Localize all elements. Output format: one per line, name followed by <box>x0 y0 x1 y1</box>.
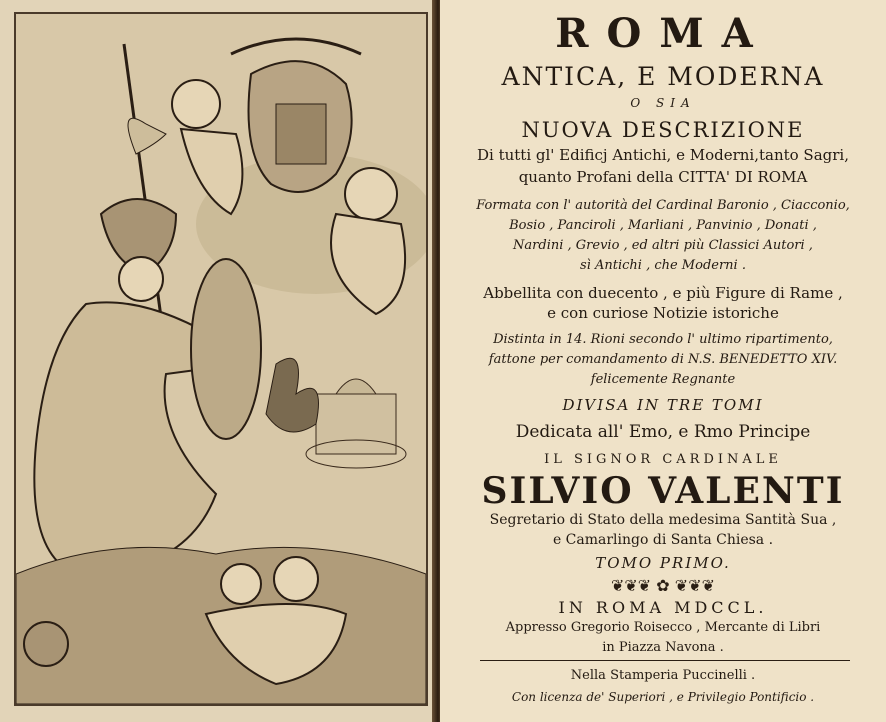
dedicatee-name: SILVIO VALENTI <box>481 470 845 512</box>
distinta-line-1: Distinta in 14. Rioni secondo l' ultimo ripartimento, <box>493 332 833 347</box>
frontispiece-engraving <box>16 14 426 704</box>
il-signor: IL SIGNOR CARDINALE <box>544 452 782 467</box>
segretario-line-1: Segretario di Stato della medesima Santità Sua , <box>489 512 837 528</box>
formata-line-1: Formata con l' autorità del Cardinal Baronio , Ciacconio, <box>476 198 850 213</box>
segretario-line-2: e Camarlingo di Santa Chiesa . <box>552 532 774 548</box>
frontispiece-page <box>0 0 436 722</box>
engraved-frontispiece <box>14 12 428 706</box>
imprint-place: IN ROMA MDCCL. <box>558 598 768 617</box>
printer: Nella Stamperia Puccinelli . <box>570 668 756 683</box>
subtitle: ANTICA, E MODERNA <box>501 62 825 91</box>
formata-line-4: sì Antichi , che Moderni . <box>580 258 746 273</box>
abbellita-line-2: e con curiose Notizie istoriche <box>547 304 779 322</box>
imprint-line-1: Appresso Gregorio Roisecco , Mercante di Libri <box>505 620 821 635</box>
distinta-line-2: fattone per comandamento di N.S. BENEDETTO XIV. <box>488 352 838 367</box>
formata-line-2: Bosio , Panciroli , Marliani , Panvinio , Donati , <box>509 218 817 233</box>
imprint-line-2: in Piazza Navona . <box>602 640 724 655</box>
divisa: DIVISA IN TRE TOMI <box>562 396 764 414</box>
dedicata: Dedicata all' Emo, e Rmo Principe <box>515 422 811 442</box>
o-sia: O SIA <box>630 96 696 110</box>
formata-line-3: Nardini , Grevio , ed altri più Classici Autori , <box>513 238 813 253</box>
abbellita-line-1: Abbellita con duecento , e più Figure di Rame , <box>483 284 843 302</box>
title: ROMA <box>555 10 771 57</box>
tomo: TOMO PRIMO. <box>595 554 731 572</box>
distinta-line-3: felicemente Regnante <box>590 372 736 387</box>
description-heading: NUOVA DESCRIZIONE <box>521 118 805 142</box>
description-line-2: quanto Profani della CITTA' DI ROMA <box>518 168 808 186</box>
description-line-1: Di tutti gl' Edificj Antichi, e Moderni,tanto Sagri, <box>476 146 849 164</box>
licence: Con licenza de' Superiori , e Privilegio Pontificio . <box>511 690 815 704</box>
fleuron-ornament-icon: ❦❦❦ ✿ ❦❦❦ <box>610 576 715 595</box>
divider-rule <box>480 660 850 661</box>
title-page <box>440 0 886 722</box>
